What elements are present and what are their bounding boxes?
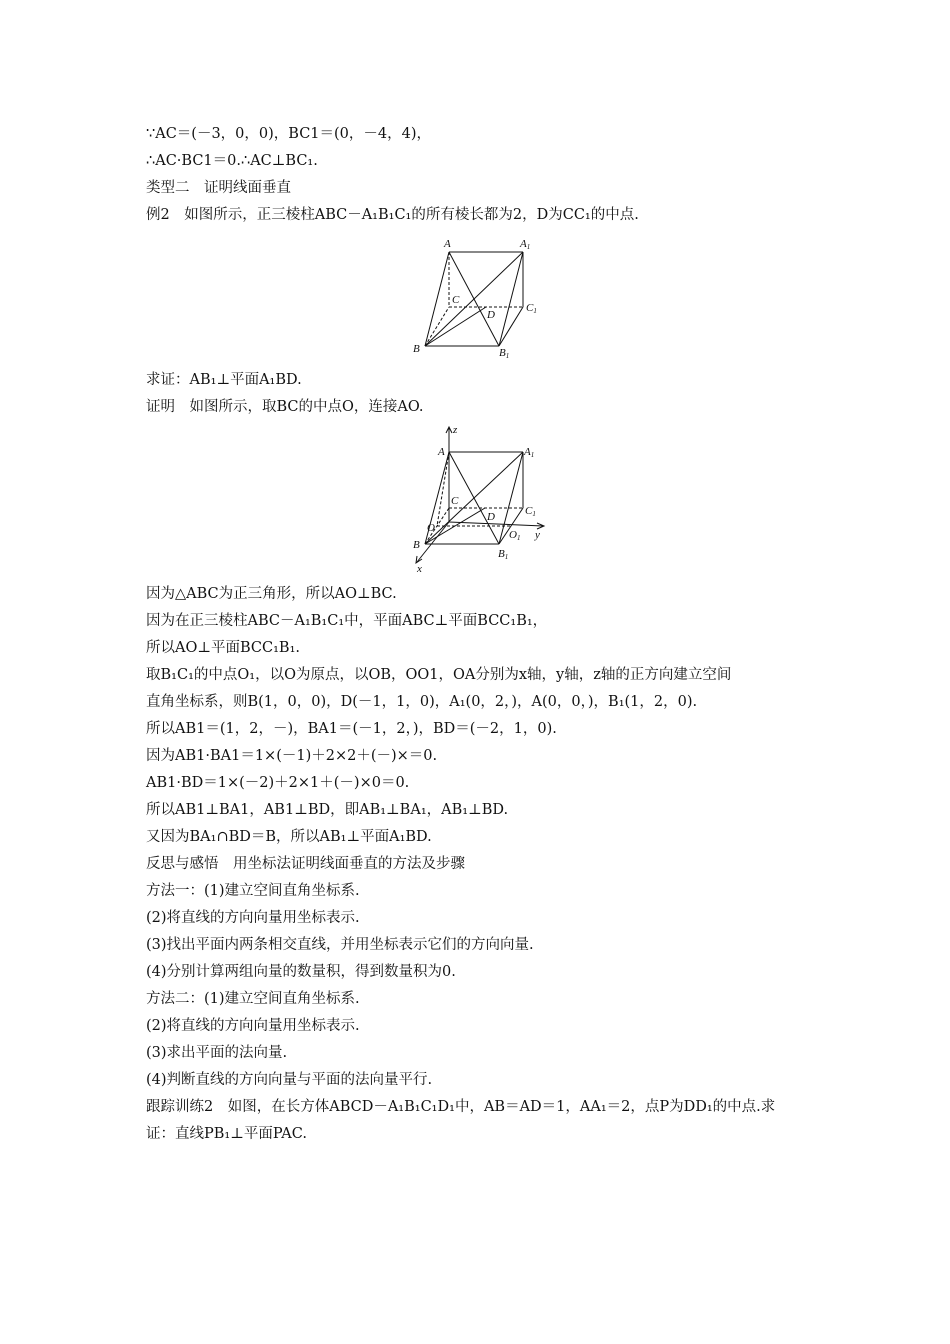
- method-step: (3)求出平面的法向量.: [146, 1045, 288, 1061]
- label-B1: B1: [499, 347, 510, 360]
- section-heading: 类型二 证明线面垂直: [146, 180, 291, 196]
- text-line: 直角坐标系，则B(1，0，0)，D(－1，1，0)，A₁(0，2，)，A(0，0，)，B₁(1，2，0).: [146, 694, 698, 710]
- text-line: 所以AB1＝(1，2，－)，BA1＝(－1，2，)，BD＝(－2，1，0).: [146, 721, 557, 737]
- label-C1: C1: [526, 302, 537, 315]
- reflection-heading: 反思与感悟 用坐标法证明线面垂直的方法及步骤: [146, 856, 465, 872]
- to-prove: 求证：AB₁⊥平面A₁BD.: [146, 372, 302, 388]
- method-step: (2)将直线的方向向量用坐标表示.: [146, 1018, 360, 1034]
- proof-start: 证明 如图所示，取BC的中点O，连接AO.: [146, 399, 424, 415]
- text-line: ∵AC＝(－3，0，0)，BC1＝(0，－4，4)，: [146, 126, 432, 142]
- label-A: A: [444, 238, 451, 250]
- method-step: (2)将直线的方向向量用坐标表示.: [146, 910, 360, 926]
- label-B: B: [413, 343, 420, 355]
- text-line: 因为AB1·BA1＝1×(－1)＋2×2＋(－)×＝0.: [146, 748, 438, 764]
- method-step: 方法一：(1)建立空间直角坐标系.: [146, 883, 360, 899]
- label-C: C: [452, 294, 460, 306]
- prism-figure: [408, 232, 548, 362]
- text-line: 因为在正三棱柱ABC－A₁B₁C₁中，平面ABC⊥平面BCC₁B₁，: [146, 613, 548, 629]
- method-step: 方法二：(1)建立空间直角坐标系.: [146, 991, 360, 1007]
- text-line: 因为△ABC为正三角形，所以AO⊥BC.: [146, 586, 397, 602]
- label-C1: C1: [525, 505, 536, 518]
- axis-label-x: x: [417, 563, 422, 572]
- coordinate-figure: [405, 422, 555, 572]
- method-step: (4)判断直线的方向向量与平面的法向量平行.: [146, 1072, 433, 1088]
- method-step: (3)找出平面内两条相交直线，并用坐标表示它们的方向向量.: [146, 937, 534, 953]
- text-line: ∴AC·BC1＝0.∴AC⊥BC₁.: [146, 153, 318, 169]
- label-A1: A1: [520, 238, 531, 251]
- label-A: A: [438, 446, 445, 458]
- label-C: C: [451, 495, 459, 507]
- label-A1: A1: [524, 446, 535, 459]
- exercise-statement: 跟踪训练2 如图，在长方体ABCD－A₁B₁C₁D₁中，AB＝AD＝1，AA₁＝2，点P为DD₁的中点.求: [146, 1099, 776, 1115]
- text-line: 取B₁C₁的中点O₁，以O为原点，以OB，OO1，OA分别为x轴，y轴，z轴的正方向建立空间: [146, 667, 732, 683]
- example-statement: 例2 如图所示，正三棱柱ABC－A₁B₁C₁的所有棱长都为2，D为CC₁的中点.: [146, 207, 639, 223]
- text-line: AB1·BD＝1×(－2)＋2×1＋(－)×0＝0.: [146, 775, 410, 791]
- label-D: D: [487, 511, 495, 523]
- text-line: 所以AO⊥平面BCC₁B₁.: [146, 640, 300, 656]
- exercise-statement: 证：直线PB₁⊥平面PAC.: [146, 1126, 307, 1142]
- axis-label-y: y: [535, 529, 540, 541]
- label-B: B: [413, 539, 420, 551]
- method-step: (4)分别计算两组向量的数量积，得到数量积为0.: [146, 964, 456, 980]
- text-line: 所以AB1⊥BA1，AB1⊥BD，即AB₁⊥BA₁，AB₁⊥BD.: [146, 802, 509, 818]
- label-O1: O1: [509, 529, 521, 542]
- label-O: O: [427, 522, 435, 534]
- label-D: D: [487, 309, 495, 321]
- axis-label-z: z: [453, 424, 458, 436]
- text-line: 又因为BA₁∩BD＝B，所以AB₁⊥平面A₁BD.: [146, 829, 432, 845]
- label-B1: B1: [498, 548, 509, 561]
